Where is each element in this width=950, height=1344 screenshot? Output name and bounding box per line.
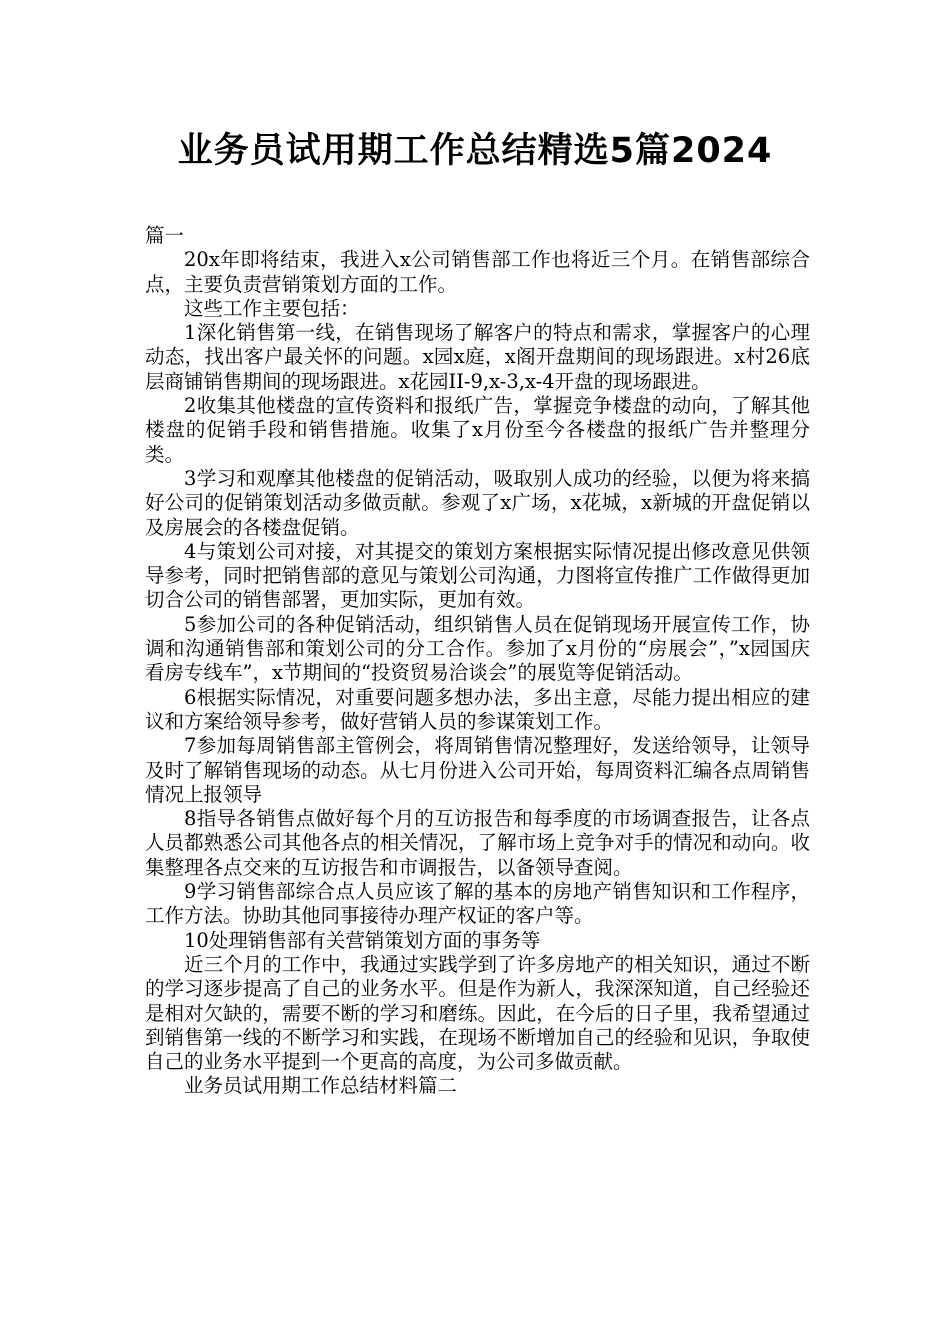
paragraph-item-3: 3学习和观摩其他楼盘的促销活动，吸取别人成功的经验，以便为将来搞好公司的促销策划活动多做贡献。参观了x广场，x花城，x新城的开盘促销以及房展会的各楼盘促销。 [145, 466, 810, 539]
paragraph-item-10: 10处理销售部有关营销策划方面的事务等 [184, 928, 541, 952]
document-body [145, 224, 810, 1099]
paragraph-item-8: 8指导各销售点做好每个月的互访报告和每季度的市场调查报告，让各点人员都熟悉公司其他各点的相关情况，了解市场上竞争对手的情况和动向。收集整理各点交来的互访报告和市调报告，以备领导查阅。 [145, 807, 810, 879]
next-section-heading: 业务员试用期工作总结材料篇二 [184, 1074, 458, 1098]
paragraph-item-1: 1深化销售第一线，在销售现场了解客户的特点和需求，掌握客户的心理动态，找出客户最关怀的问题。x园x庭，x阁开盘期间的现场跟进。x村26底层商铺销售期间的现场跟进。x花园II-9,x-3,x-4开盘的现场跟进。 [145, 321, 810, 393]
paragraph-conclusion: 近三个月的工作中，我通过实践学到了许多房地产的相关知识，通过不断的学习逐步提高了自己的业务水平。但是作为新人，我深深知道，自己经验还是相对欠缺的，需要不断的学习和磨练。因此，在今后的日子里，我希望通过到销售第一线的不断学习和实践，在现场不断增加自己的经验和见识，争取使自己的业务水平提到一个更高的高度，为公司多做贡献。 [145, 952, 810, 1074]
paragraph-item-6: 6根据实际情况，对重要问题多想办法，多出主意，尽能力提出相应的建议和方案给领导参考，做好营销人员的参谋策划工作。 [145, 685, 810, 733]
paragraph-item-5: 5参加公司的各种促销活动，组织销售人员在促销现场开展宣传工作，协调和沟通销售部和策划公司的分工合作。参加了x月份的“房展会”，”x园国庆看房专线车”，x节期间的“投资贸易洽谈会”的展览等促销活动。 [145, 612, 810, 685]
paragraph-item-7: 7参加每周销售部主管例会，将周销售情况整理好，发送给领导，让领导及时了解销售现场的动态。从七月份进入公司开始，每周资料汇编各点周销售情况上报领导 [145, 734, 810, 806]
document-title: 业务员试用期工作总结精选5篇2024 [177, 131, 773, 171]
paragraph-item-9: 9学习销售部综合点人员应该了解的基本的房地产销售知识和工作程序，工作方法。协助其他同事接待办理产权证的客户等。 [145, 880, 810, 928]
paragraph-intro: 20x年即将结束，我进入x公司销售部工作也将近三个月。在销售部综合点，主要负责营销策划方面的工作。 [145, 248, 810, 296]
paragraph-item-2: 2收集其他楼盘的宣传资料和报纸广告，掌握竞争楼盘的动向，了解其他楼盘的促销手段和销售措施。收集了x月份至今各楼盘的报纸广告并整理分类。 [145, 394, 810, 466]
paragraph-work-list-heading: 这些工作主要包括： [184, 296, 360, 320]
section-label: 篇一 [145, 224, 185, 247]
paragraph-item-4: 4与策划公司对接，对其提交的策划方案根据实际情况提出修改意见供领导参考，同时把销售部的意见与策划公司沟通，力图将宣传推广工作做得更加切合公司的销售部署，更加实际，更加有效。 [145, 539, 810, 612]
